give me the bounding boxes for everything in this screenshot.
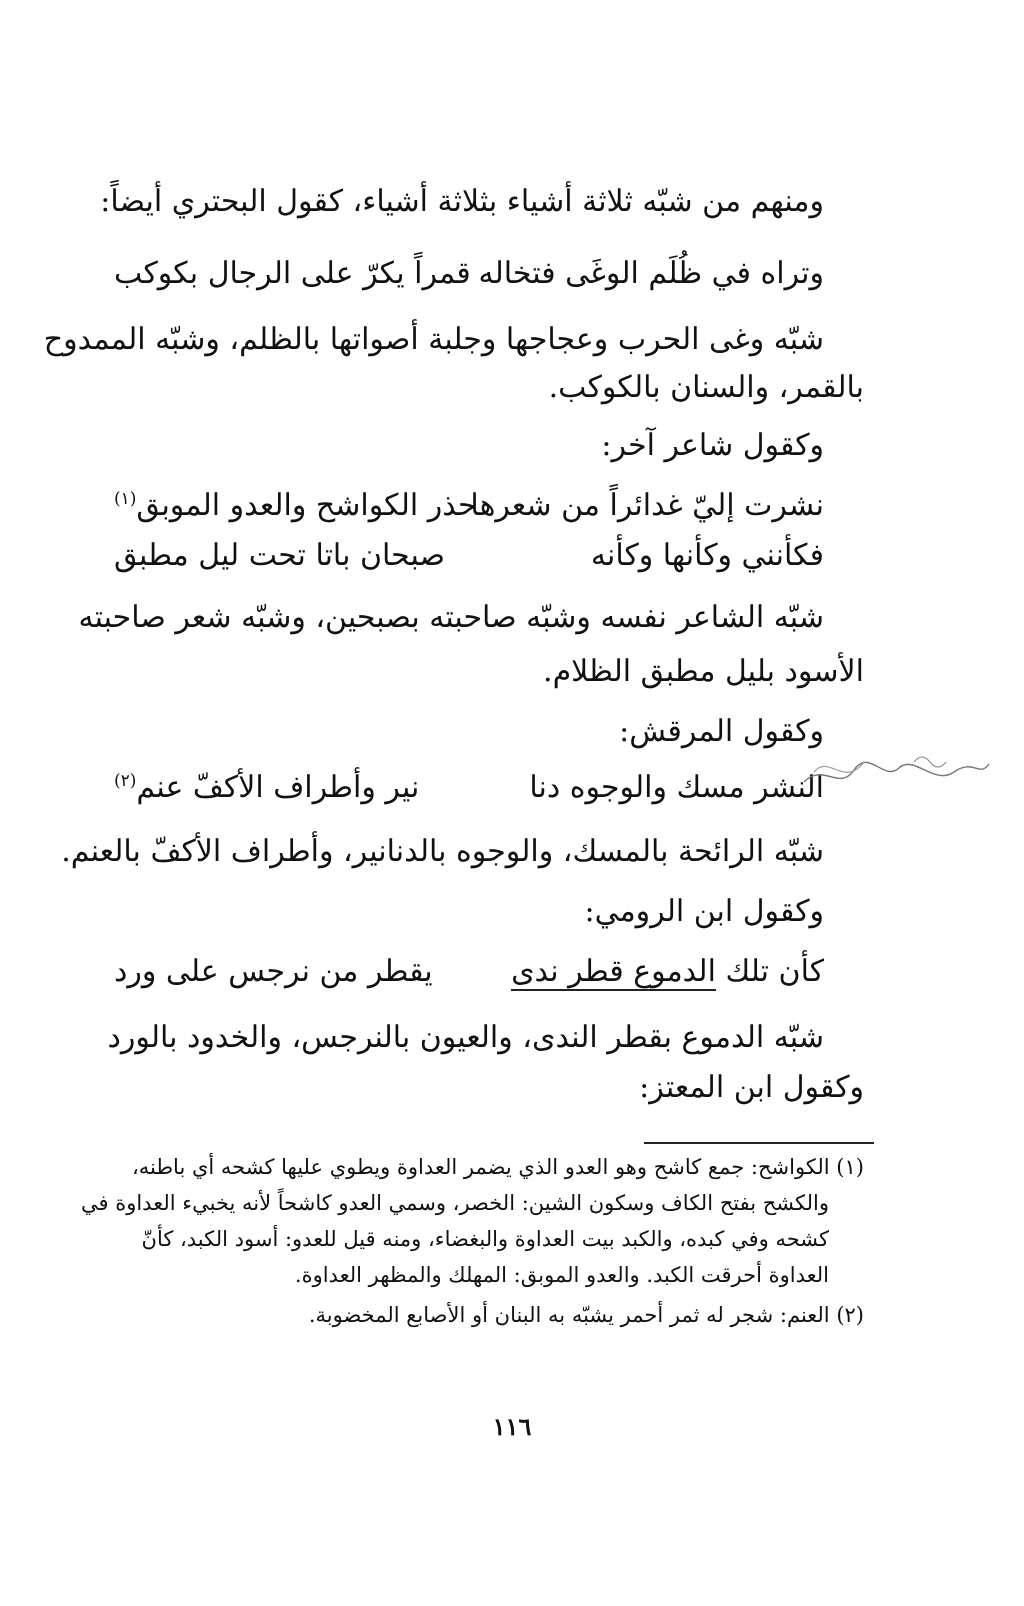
verse-3-second-hemistich: صبحان باتا تحت ليل مطبق [114,538,446,573]
text-line-9: وكقول ابن الرومي: [584,894,824,929]
verse-1-second-hemistich: قمراً يكرّ على الرجال بكوكب [114,256,471,291]
verse-4-second-hemistich [114,766,419,810]
text-line-3: بالقمر، والسنان بالكوكب. [548,370,864,405]
text-line-1: ومنهم من شبّه ثلاثة أشياء بثلاثة أشياء، كقول البحتري أيضاً: [100,184,824,219]
verse-5-first-text: كأن تلك [715,954,824,989]
verse-5-first-hemistich [511,950,824,994]
verse-5 [114,950,824,994]
text-line-4: وكقول شاعر آخر: [601,428,824,463]
verse-1 [114,252,824,296]
verse-4 [114,766,824,810]
underlined-phrase: الدموع قطر ندى [511,954,716,989]
verse-1-first-hemistich: وتراه في ظُلَم الوغَى فتخاله [478,256,824,291]
text-line-5: شبّه الشاعر نفسه وشبّه صاحبته بصبحين، وشبّه شعر صاحبته [78,600,824,635]
text-line-10: شبّه الدموع بقطر الندى، والعيون بالنرجس، والخدود بالورد [107,1020,824,1055]
footnote-separator [644,1142,874,1144]
verse-2-first-hemistich: نشرت إليّ غدائراً من شعرها [470,488,824,523]
verse-2-second-hemistich [114,484,477,528]
text-line-6: الأسود بليل مطبق الظلام. [543,654,864,689]
text-line-2: شبّه وغى الحرب وعجاجها وجلبة أصواتها بالظلم، وشبّه الممدوح [43,322,824,357]
footnote-1-line-1: (١) الكواشح: جمع كاشح وهو العدو الذي يضمر العداوة ويطوي عليها كشحه أي باطنه، [131,1155,864,1179]
footnote-2: (٢) العنم: شجر له ثمر أحمر يشبّه به البنان أو الأصابع المخضوبة. [308,1303,864,1327]
verse-3 [114,534,824,578]
footnote-marker-2: (٢) [114,771,137,791]
text-line-8: شبّه الرائحة بالمسك، والوجوه بالدنانير، وأطراف الأكفّ بالعنم. [61,834,824,869]
handwritten-marginal-scribble [794,742,994,802]
page-number: ١١٦ [492,1412,532,1441]
footnote-1-line-2: والكشح بفتح الكاف وسكون الشين: الخصر، وسمي العدو كاشحاً لأنه يخبيء العداوة في [80,1191,829,1215]
footnote-1-line-4: العداوة أحرقت الكبد. والعدو الموبق: المهلك والمظهر العداوة. [294,1263,829,1287]
verse-4-second-text: نير وأطراف الأكفّ عنم [136,770,420,805]
footnote-marker-1: (١) [114,489,137,509]
text-line-11: وكقول ابن المعتز: [639,1070,864,1105]
verse-2-second-text: حذر الكواشح والعدو الموبق [136,488,477,523]
verse-2 [114,484,824,528]
footnote-1-line-3: كشحه وفي كبده، والكبد بيت العداوة والبغضاء، ومنه قيل للعدو: أسود الكبد، كأنّ [141,1227,829,1251]
verse-5-second-hemistich: يقطر من نرجس على ورد [114,954,433,989]
text-line-7: وكقول المرقش: [619,714,824,749]
verse-3-first-hemistich: فكأنني وكأنها وكأنه [590,538,824,573]
verse-4-first-hemistich: النشر مسك والوجوه دنا [529,770,824,805]
